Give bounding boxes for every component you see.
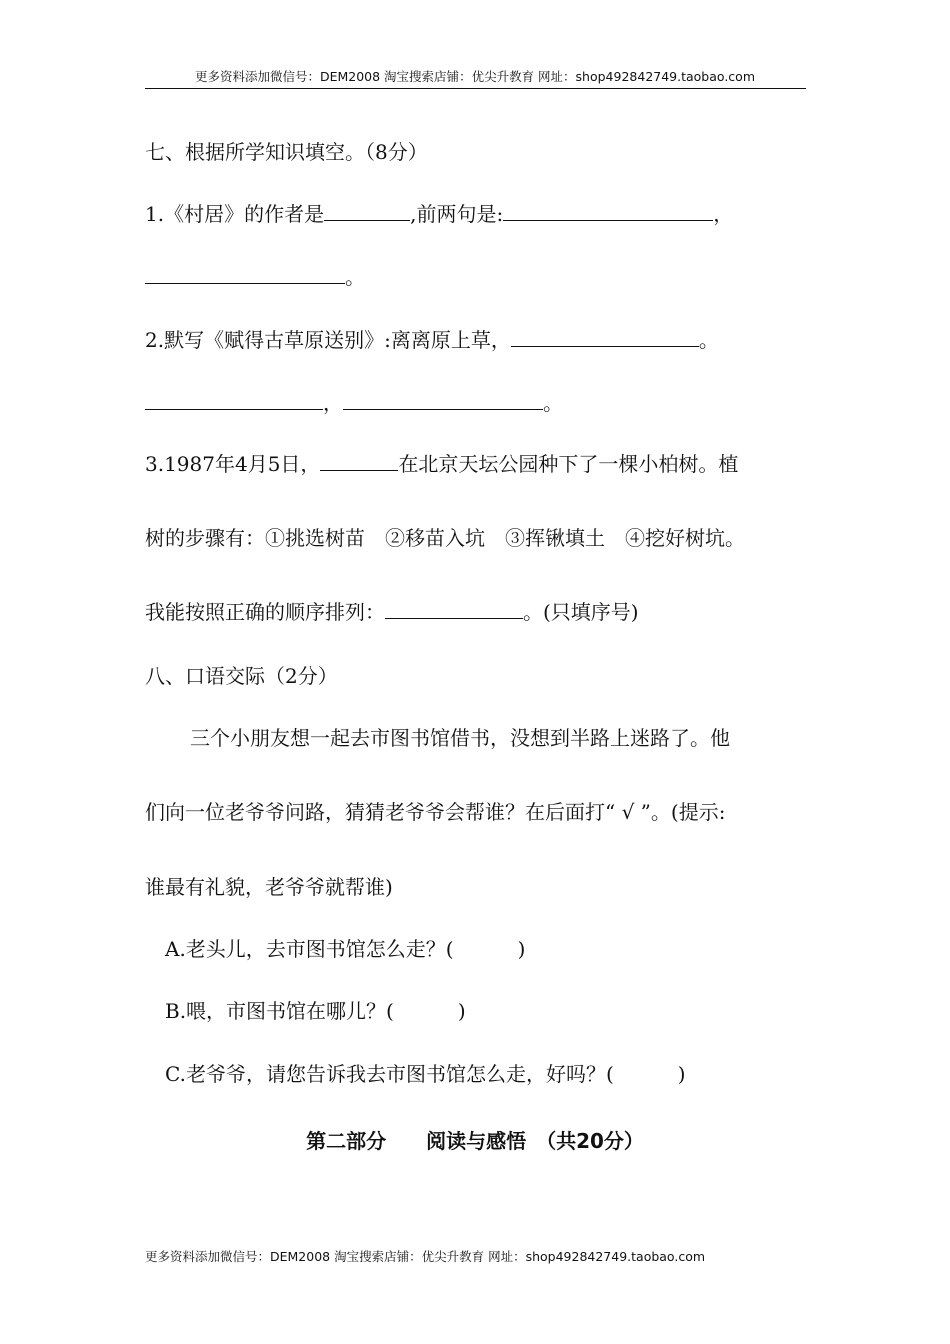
page-footer: 更多资料添加微信号：DEM2008 淘宝搜索店铺：优尖升教育 网址：shop492842749.taobao.com bbox=[145, 1249, 706, 1264]
section-8-paragraph-2: 们向一位老爷爷问路，猜猜老爷爷会帮谁？在后面打“ √ ”。(提示: bbox=[145, 800, 726, 824]
option-c bbox=[165, 1062, 686, 1086]
q1-mid: ,前两句是: bbox=[410, 202, 504, 226]
section-8-title: 八、口语交际（2分） bbox=[145, 664, 338, 688]
q3-order-blank[interactable] bbox=[385, 600, 523, 619]
q1-line-2 bbox=[145, 265, 365, 289]
option-a-text: A.老头儿，去市图书馆怎么走？( bbox=[165, 937, 454, 961]
q1-line2-blank[interactable] bbox=[145, 265, 345, 284]
option-c-text: C.老爷爷，请您告诉我去市图书馆怎么走，好吗？( bbox=[165, 1062, 614, 1086]
option-a bbox=[165, 937, 525, 961]
q2-blank-3[interactable] bbox=[343, 391, 543, 410]
q1-line1-blank[interactable] bbox=[503, 202, 713, 221]
q3-line-1 bbox=[145, 452, 738, 476]
option-c-close: ) bbox=[677, 1062, 686, 1086]
q3-line-2: 树的步骤有：①挑选树苗 ②移苗入坑 ③挥锹填土 ④挖好树坑。 bbox=[145, 526, 745, 550]
q3-line-3 bbox=[145, 600, 639, 624]
section-8-paragraph-1: 三个小朋友想一起去市图书馆借书，没想到半路上迷路了。他 bbox=[190, 726, 730, 750]
q2-blank-2[interactable] bbox=[145, 391, 323, 410]
q2-comma: ， bbox=[323, 391, 343, 415]
q3-line3-suffix: 。(只填序号) bbox=[523, 600, 639, 624]
option-b-close: ) bbox=[457, 999, 466, 1023]
q2-prefix: 2.默写《赋得古草原送别》:离离原上草， bbox=[145, 328, 511, 352]
q1-end: 。 bbox=[345, 265, 365, 289]
option-a-close: ) bbox=[517, 937, 526, 961]
option-b bbox=[165, 999, 466, 1023]
q1-line-1 bbox=[145, 202, 733, 226]
section-7-title: 七、根据所学知识填空。（8分） bbox=[145, 140, 428, 164]
header-divider bbox=[145, 88, 806, 89]
q3-line3-prefix: 我能按照正确的顺序排列： bbox=[145, 600, 385, 624]
page-header: 更多资料添加微信号：DEM2008 淘宝搜索店铺：优尖升教育 网址：shop492842749.taobao.com bbox=[194, 69, 756, 84]
section-8-paragraph-3: 谁最有礼貌，老爷爷就帮谁) bbox=[145, 875, 393, 899]
q2-blank-1[interactable] bbox=[511, 328, 699, 347]
q1-author-blank[interactable] bbox=[324, 202, 410, 221]
q2-line-1 bbox=[145, 328, 719, 352]
q3-person-blank[interactable] bbox=[320, 452, 398, 471]
part-2-title: 第二部分 阅读与感悟 （共20分） bbox=[306, 1129, 644, 1153]
q1-prefix: 1.《村居》的作者是 bbox=[145, 202, 325, 226]
q2-end: 。 bbox=[698, 328, 719, 352]
q3-suffix: 在北京天坛公园种下了一棵小柏树。植 bbox=[398, 452, 739, 476]
option-b-text: B.喂，市图书馆在哪儿？( bbox=[165, 999, 394, 1023]
q1-comma: ， bbox=[713, 202, 734, 226]
q2-end2: 。 bbox=[543, 391, 563, 415]
q3-prefix: 3.1987年4月5日， bbox=[145, 452, 321, 476]
q2-line-2 bbox=[145, 391, 563, 415]
